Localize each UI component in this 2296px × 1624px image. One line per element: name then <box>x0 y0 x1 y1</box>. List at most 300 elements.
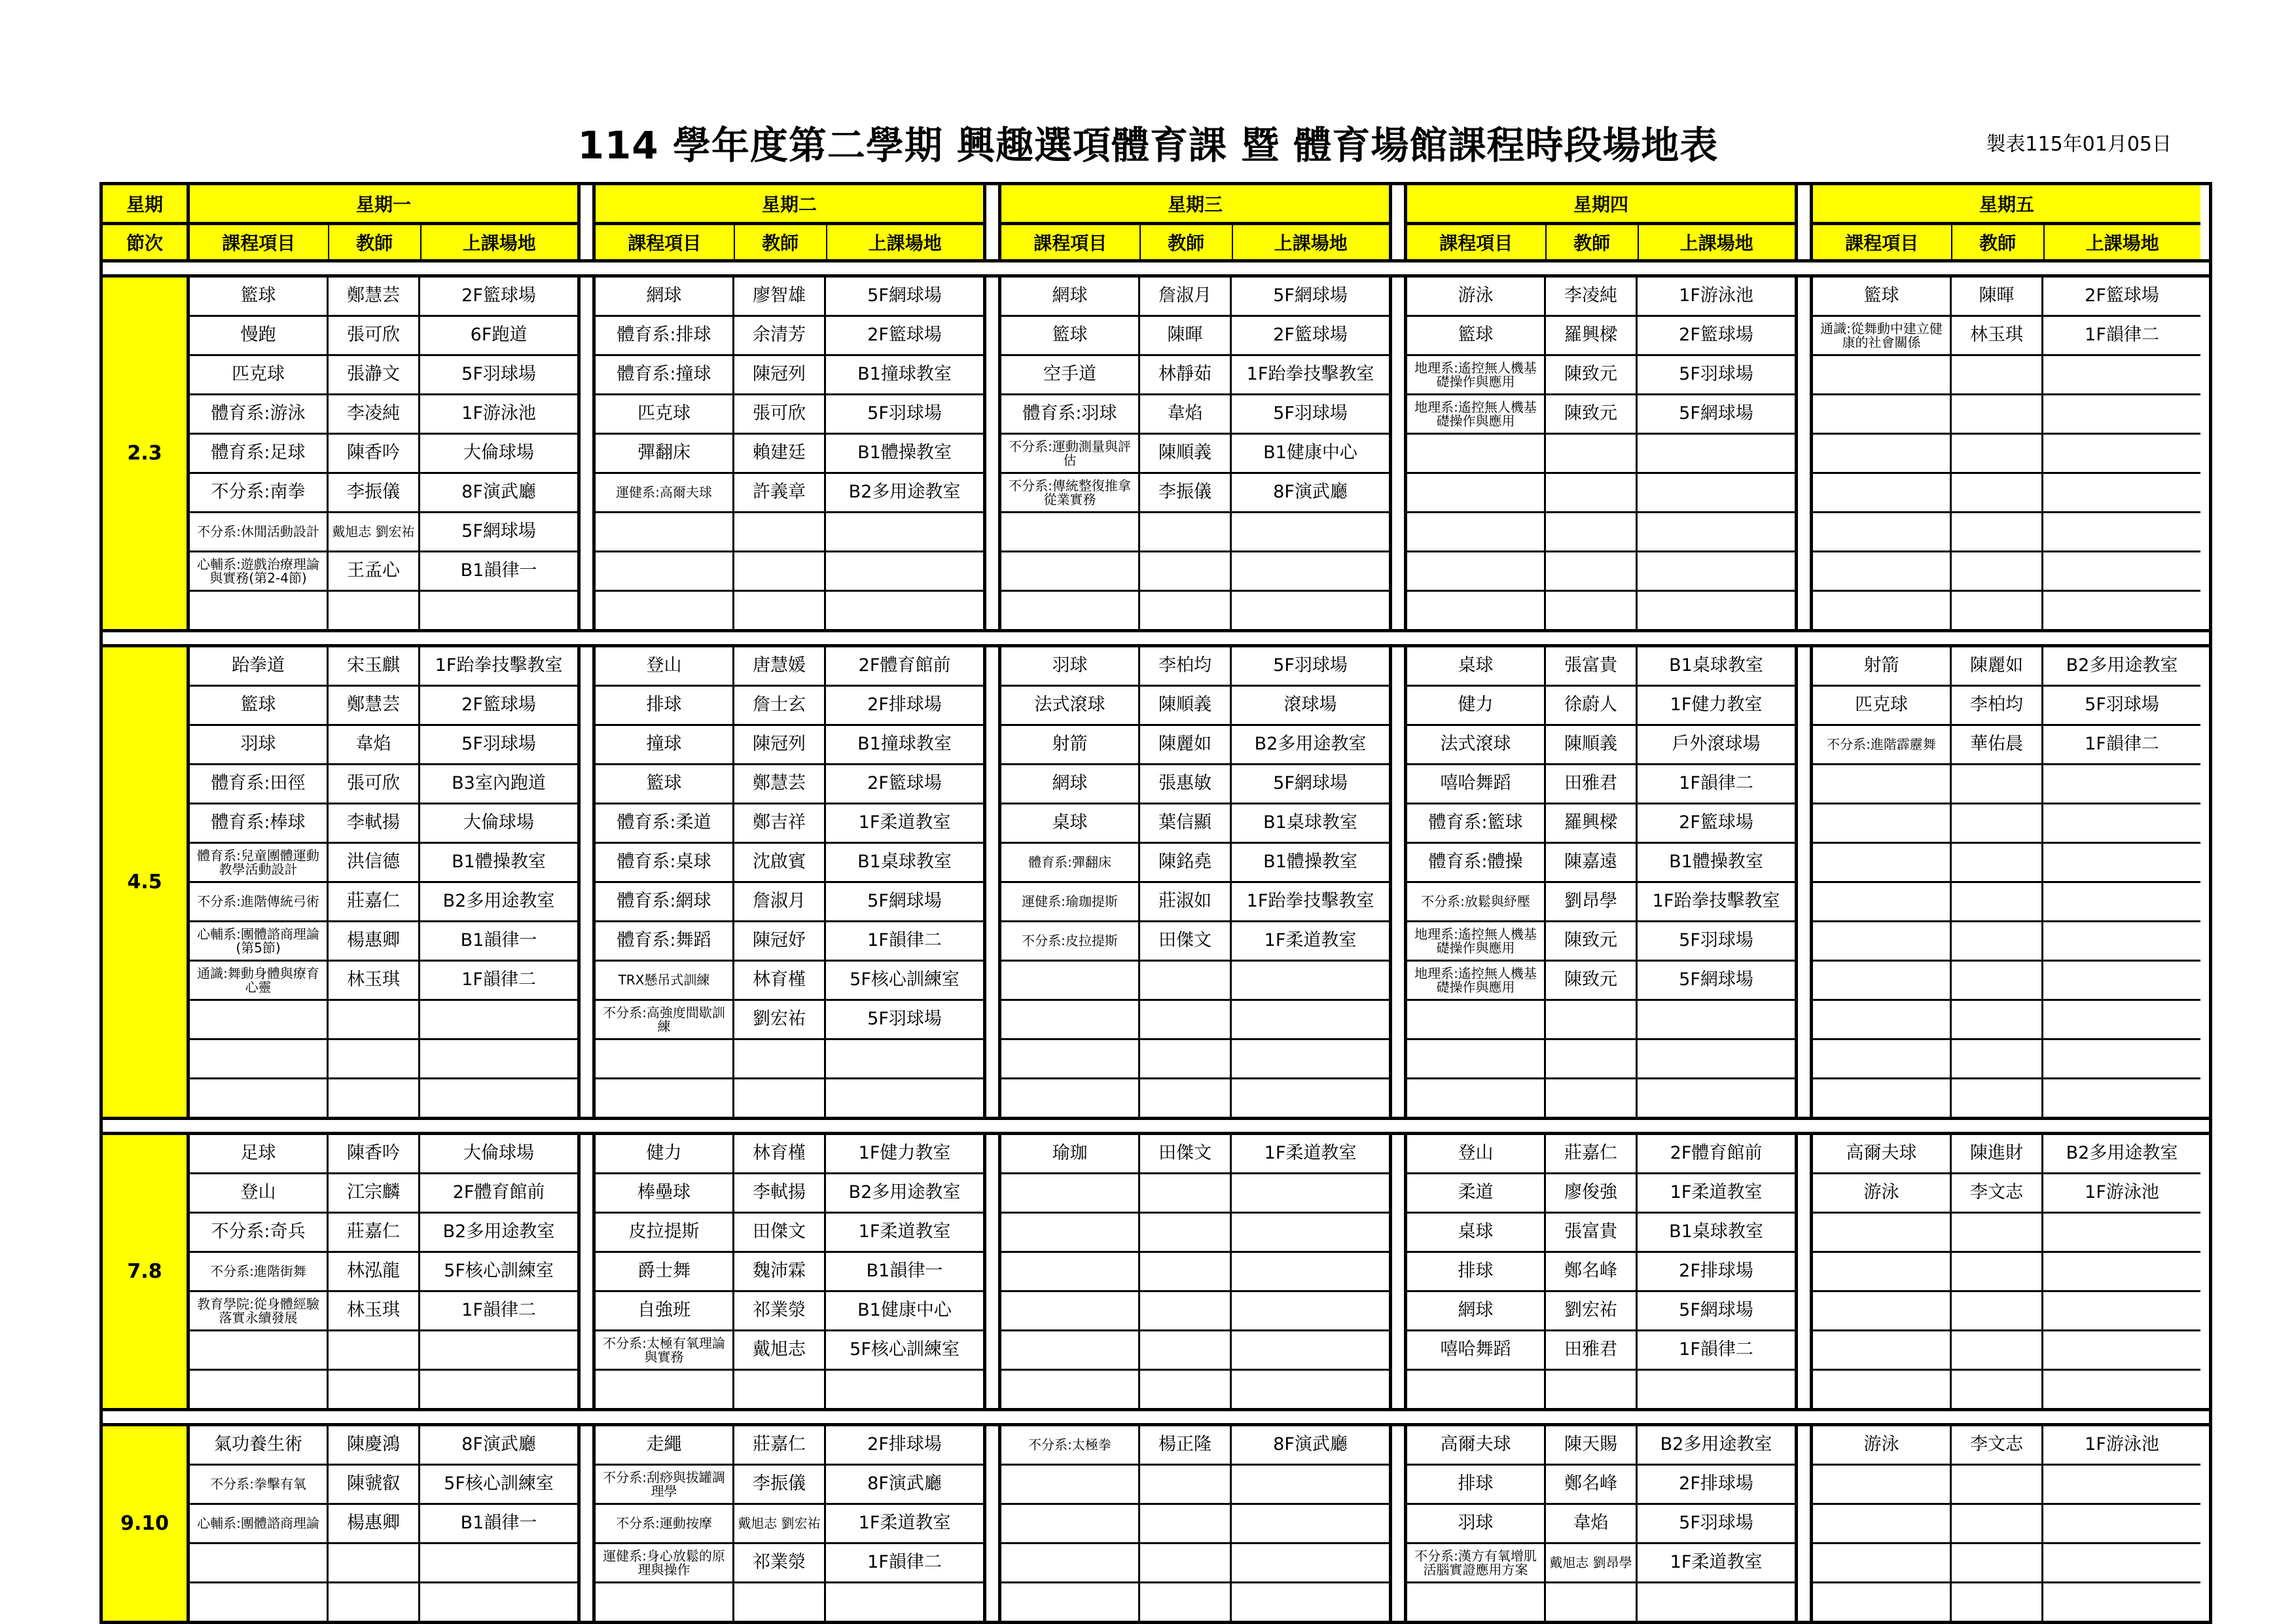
teacher-cell: 陳香吟 <box>329 435 420 472</box>
column-spacer <box>1392 278 1407 629</box>
course-cell: 匹克球 <box>1813 687 1952 724</box>
teacher-cell <box>1952 883 2043 920</box>
course-cell: 體育系:撞球 <box>596 356 734 393</box>
table-row <box>596 1001 983 1040</box>
teacher-cell: 魏沛霖 <box>734 1253 826 1290</box>
table-row <box>1001 395 1389 435</box>
teacher-cell: 楊惠卿 <box>329 1505 420 1542</box>
table-row <box>1407 883 1795 922</box>
period-label: 4.5 <box>103 647 190 1117</box>
teacher-cell: 陳銘堯 <box>1140 844 1232 881</box>
course-cell: 地理系:遙控無人機基礎操作與應用 <box>1407 962 1546 999</box>
column-headers <box>1813 225 2200 259</box>
course-cell: 籃球 <box>1813 278 1952 315</box>
course-cell: 體育系:足球 <box>190 435 329 472</box>
day-name: 星期三 <box>1001 185 1389 225</box>
venue-cell <box>1638 1040 1795 1077</box>
day-column-3 <box>1001 278 1392 629</box>
venue-cell <box>1232 1505 1389 1542</box>
table-row <box>190 1214 577 1253</box>
teacher-cell: 李凌純 <box>329 395 420 433</box>
teacher-cell <box>1140 1253 1232 1290</box>
column-header: 上課場地 <box>1679 232 1753 254</box>
venue-cell: 1F跆拳技擊教室 <box>1246 891 1374 912</box>
venue-cell: 1F跆拳技擊教室 <box>1652 891 1780 912</box>
teacher-cell <box>1140 1371 1232 1408</box>
course-cell: 籃球 <box>596 765 734 803</box>
column-spacer <box>986 1135 1001 1408</box>
teacher-cell <box>1952 1253 2043 1290</box>
venue-cell <box>420 1001 577 1038</box>
table-row <box>596 687 983 726</box>
table-row <box>190 962 577 1001</box>
course-cell: 跆拳道 <box>190 647 329 685</box>
venue-cell <box>2043 1253 2200 1290</box>
venue-cell: 2F籃球場 <box>461 695 536 715</box>
venue-cell: 1F柔道教室 <box>1264 1143 1357 1164</box>
table-row <box>596 1079 983 1117</box>
course-cell <box>1001 1214 1140 1251</box>
teacher-cell: 王孟心 <box>329 552 420 590</box>
table-row <box>1813 278 2200 317</box>
course-cell <box>596 552 734 590</box>
venue-cell: 5F羽球場 <box>1679 1513 1753 1534</box>
course-cell <box>190 592 329 629</box>
venue-cell: 2F體育館前 <box>858 655 951 676</box>
day-column-5 <box>1813 278 2200 629</box>
table-row <box>1001 474 1389 513</box>
teacher-cell: 陳冠列 <box>734 726 826 763</box>
course-cell: 籃球 <box>190 278 329 315</box>
teacher-cell <box>734 1371 826 1408</box>
venue-cell: 5F羽球場 <box>461 734 536 755</box>
teacher-cell <box>1140 1292 1232 1329</box>
course-cell <box>596 1371 734 1408</box>
course-cell <box>1001 1253 1140 1290</box>
venue-cell: 5F網球場 <box>1679 403 1753 424</box>
day-column-4 <box>1407 1426 1798 1621</box>
course-cell: 地理系:遙控無人機基礎操作與應用 <box>1407 356 1546 393</box>
teacher-cell: 楊正隆 <box>1140 1426 1232 1464</box>
course-cell <box>1407 552 1546 590</box>
teacher-cell: 鄭吉祥 <box>734 804 826 842</box>
venue-cell: 戶外滾球場 <box>1672 734 1761 755</box>
teacher-cell: 田傑文 <box>1140 922 1232 960</box>
table-row <box>1407 1214 1795 1253</box>
course-cell: 體育系:彈翻床 <box>1001 844 1140 881</box>
teacher-cell: 莊嘉仁 <box>329 1214 420 1251</box>
teacher-cell: 莊嘉仁 <box>734 1426 826 1464</box>
course-cell: 不分系:太極有氧理論與實務 <box>596 1331 734 1369</box>
venue-cell: 1F柔道教室 <box>1670 1182 1763 1203</box>
table-row <box>596 1544 983 1583</box>
venue-cell: 5F羽球場 <box>867 1009 942 1030</box>
course-cell: 心輔系:遊戲治療理論與實務(第2-4節) <box>190 552 329 590</box>
table-row <box>1407 726 1795 765</box>
table-row <box>190 1466 577 1505</box>
column-header: 上課場地 <box>462 232 536 254</box>
table-row <box>596 592 983 629</box>
venue-cell <box>2043 513 2200 550</box>
table-row <box>596 1135 983 1174</box>
venue-cell: 5F網球場 <box>1679 1300 1753 1321</box>
course-cell <box>1813 1079 1952 1117</box>
venue-cell: B1桌球教室 <box>1669 1221 1763 1242</box>
venue-cell: 2F排球場 <box>867 695 942 715</box>
teacher-cell: 韋焰 <box>329 726 420 763</box>
teacher-cell: 祁業滎 <box>734 1292 826 1329</box>
table-row <box>1001 962 1389 1001</box>
teacher-cell: 詹淑月 <box>1140 278 1232 315</box>
teacher-cell <box>329 592 420 629</box>
period-label: 9.10 <box>103 1426 190 1621</box>
teacher-cell: 賴建廷 <box>734 435 826 472</box>
venue-cell: 1F游泳池 <box>2085 1182 2159 1203</box>
venue-cell: B2多用途教室 <box>2066 655 2178 676</box>
column-headers <box>1001 225 1389 259</box>
course-cell: 羽球 <box>1001 647 1140 685</box>
table-row <box>1001 1505 1389 1544</box>
venue-cell <box>1638 1079 1795 1117</box>
table-row <box>190 1426 577 1466</box>
table-row <box>1407 1426 1795 1466</box>
table-row <box>1001 726 1389 765</box>
venue-cell: 8F演武廳 <box>1273 1434 1348 1455</box>
course-cell: 彈翻床 <box>596 435 734 472</box>
period-block-4.5 <box>103 647 2209 1117</box>
table-row <box>596 1371 983 1408</box>
teacher-cell: 陳順義 <box>1140 687 1232 724</box>
course-cell <box>1813 1544 1952 1581</box>
table-row <box>190 317 577 356</box>
course-cell: 體育系:羽球 <box>1001 395 1140 433</box>
venue-cell: B1體操教室 <box>857 442 952 463</box>
venue-cell <box>1638 552 1795 590</box>
course-cell <box>1813 883 1952 920</box>
table-row <box>596 1505 983 1544</box>
teacher-cell: 陳冠列 <box>734 356 826 393</box>
table-row <box>596 962 983 1001</box>
teacher-cell <box>1140 1001 1232 1038</box>
table-row <box>1813 1505 2200 1544</box>
course-cell <box>596 1040 734 1077</box>
table-row <box>1001 317 1389 356</box>
teacher-cell: 楊惠卿 <box>329 922 420 960</box>
course-cell: 運健系:身心放鬆的原理與操作 <box>596 1544 734 1581</box>
course-cell: 皮拉提斯 <box>596 1214 734 1251</box>
teacher-cell <box>1952 474 2043 511</box>
table-row <box>1407 647 1795 687</box>
day-column-1 <box>190 1135 581 1408</box>
day-column-2 <box>596 278 986 629</box>
table-row <box>1813 1466 2200 1505</box>
venue-cell: 1F跆拳技擊教室 <box>1246 364 1374 385</box>
course-cell: 射箭 <box>1001 726 1140 763</box>
course-cell <box>1001 962 1140 999</box>
column-spacer <box>1392 185 1407 259</box>
course-cell <box>1407 1001 1546 1038</box>
course-cell: 體育系:網球 <box>596 883 734 920</box>
course-cell: 高爾夫球 <box>1813 1135 1952 1172</box>
table-row <box>190 278 577 317</box>
table-row <box>596 1426 983 1466</box>
venue-cell <box>826 1040 983 1077</box>
venue-cell <box>420 1331 577 1369</box>
course-cell: 網球 <box>1001 765 1140 803</box>
column-spacer <box>1392 647 1407 1117</box>
course-cell: 籃球 <box>190 687 329 724</box>
block-separator <box>103 259 2209 278</box>
teacher-cell <box>329 1079 420 1117</box>
column-header: 課程項目 <box>1407 225 1547 259</box>
table-row <box>1001 435 1389 474</box>
made-date: 製表115年01月05日 <box>1986 133 2172 156</box>
venue-cell: B1體操教室 <box>452 852 546 873</box>
venue-cell: 5F羽球場 <box>1679 364 1753 385</box>
course-cell: 體育系:桌球 <box>596 844 734 881</box>
table-row <box>1813 552 2200 592</box>
table-row <box>1407 1253 1795 1292</box>
teacher-cell: 陳麗如 <box>1952 647 2043 685</box>
venue-cell: B1體操教室 <box>1669 852 1763 873</box>
teacher-cell <box>329 1583 420 1621</box>
table-row <box>1813 317 2200 356</box>
venue-cell: 8F演武廳 <box>1273 482 1348 503</box>
teacher-cell: 詹淑月 <box>734 883 826 920</box>
course-cell <box>1813 395 1952 433</box>
venue-cell <box>420 1544 577 1581</box>
teacher-cell <box>1140 1214 1232 1251</box>
venue-cell <box>1232 1040 1389 1077</box>
venue-cell: 1F韻律二 <box>867 1552 942 1573</box>
column-headers <box>596 225 983 259</box>
table-row <box>596 1292 983 1331</box>
teacher-cell <box>329 1544 420 1581</box>
venue-cell: 1F韻律二 <box>461 1300 536 1321</box>
venue-cell: 2F籃球場 <box>461 285 536 306</box>
course-cell <box>1813 922 1952 960</box>
course-cell <box>1813 804 1952 842</box>
venue-cell <box>826 1583 983 1621</box>
teacher-cell <box>1140 552 1232 590</box>
teacher-cell: 李凌純 <box>1546 278 1638 315</box>
period-block-9.10 <box>103 1426 2209 1621</box>
period-block-7.8 <box>103 1135 2209 1408</box>
table-row <box>1813 1135 2200 1174</box>
table-row <box>1813 474 2200 513</box>
column-header: 教師 <box>735 225 827 259</box>
course-cell: 登山 <box>1407 1135 1546 1172</box>
teacher-cell: 田雅君 <box>1546 1331 1638 1369</box>
course-cell: 不分系:皮拉提斯 <box>1001 922 1140 960</box>
teacher-cell: 祁業滎 <box>734 1544 826 1581</box>
teacher-cell: 林玉琪 <box>1952 317 2043 354</box>
teacher-cell <box>1952 513 2043 550</box>
course-cell <box>1813 1466 1952 1503</box>
course-cell <box>1813 1001 1952 1038</box>
teacher-cell <box>1952 356 2043 393</box>
course-cell <box>1813 1371 1952 1408</box>
table-row <box>596 552 983 592</box>
teacher-cell: 劉昂學 <box>1546 883 1638 920</box>
course-cell <box>1407 1079 1546 1117</box>
table-row <box>1407 844 1795 883</box>
teacher-cell: 莊嘉仁 <box>1546 1135 1638 1172</box>
course-cell: 法式滾球 <box>1001 687 1140 724</box>
table-row <box>1813 356 2200 395</box>
course-cell: 棒壘球 <box>596 1174 734 1212</box>
teacher-cell <box>1952 592 2043 629</box>
venue-cell <box>1638 435 1795 472</box>
day-header-2 <box>596 185 986 259</box>
teacher-cell: 李柏均 <box>1952 687 2043 724</box>
course-cell: 體育系:籃球 <box>1407 804 1546 842</box>
day-column-3 <box>1001 647 1392 1117</box>
table-row <box>1813 804 2200 844</box>
period-label: 2.3 <box>103 278 190 629</box>
course-cell: 不分系:刮痧與拔罐調理學 <box>596 1466 734 1503</box>
venue-cell <box>1232 1079 1389 1117</box>
teacher-cell <box>1952 1214 2043 1251</box>
teacher-cell <box>1546 1079 1638 1117</box>
venue-cell <box>1232 1583 1389 1621</box>
teacher-cell: 陳順義 <box>1546 726 1638 763</box>
table-row <box>1001 804 1389 844</box>
course-cell <box>1001 1292 1140 1329</box>
teacher-cell: 徐蔚人 <box>1546 687 1638 724</box>
table-row <box>190 1174 577 1214</box>
course-cell: 射箭 <box>1813 647 1952 685</box>
venue-cell: 2F籃球場 <box>1679 812 1753 833</box>
venue-cell: 1F健力教室 <box>1670 695 1763 715</box>
venue-cell: 5F羽球場 <box>1679 930 1753 951</box>
table-row <box>190 687 577 726</box>
venue-cell: 1F柔道教室 <box>1264 930 1357 951</box>
teacher-cell: 陳天賜 <box>1546 1426 1638 1464</box>
course-cell: 體育系:柔道 <box>596 804 734 842</box>
teacher-cell <box>1952 552 2043 590</box>
teacher-cell <box>1952 1040 2043 1077</box>
venue-cell <box>2043 962 2200 999</box>
course-cell <box>1407 435 1546 472</box>
course-cell: 撞球 <box>596 726 734 763</box>
table-row <box>596 804 983 844</box>
venue-cell: 5F羽球場 <box>2085 695 2159 715</box>
table-row <box>190 435 577 474</box>
teacher-cell <box>1952 1001 2043 1038</box>
teacher-cell <box>1546 592 1638 629</box>
table-row <box>1001 1292 1389 1331</box>
course-cell <box>1001 552 1140 590</box>
day-column-5 <box>1813 647 2200 1117</box>
course-cell <box>190 1001 329 1038</box>
teacher-cell <box>734 1040 826 1077</box>
course-cell: 柔道 <box>1407 1174 1546 1212</box>
day-name: 星期二 <box>596 185 983 225</box>
course-cell <box>1001 513 1140 550</box>
table-row <box>1813 1583 2200 1621</box>
teacher-cell: 李振儀 <box>734 1466 826 1503</box>
course-cell <box>596 1079 734 1117</box>
course-cell: 不分系:進階街舞 <box>190 1253 329 1290</box>
teacher-cell <box>1140 1544 1232 1581</box>
venue-cell: B3室內跑道 <box>452 773 546 794</box>
venue-cell <box>1232 1253 1389 1290</box>
course-cell: 游泳 <box>1813 1174 1952 1212</box>
venue-cell: 1F韻律二 <box>2085 325 2159 346</box>
teacher-cell: 洪信德 <box>329 844 420 881</box>
venue-cell <box>1638 1583 1795 1621</box>
table-row <box>1407 1292 1795 1331</box>
teacher-cell: 羅興樑 <box>1546 317 1638 354</box>
teacher-cell <box>1140 1583 1232 1621</box>
day-column-2 <box>596 1426 986 1621</box>
table-row <box>1407 513 1795 552</box>
venue-cell: B2多用途教室 <box>848 1182 961 1203</box>
table-row <box>596 474 983 513</box>
table-row <box>1001 1466 1389 1505</box>
table-row <box>1407 592 1795 629</box>
table-row <box>1813 962 2200 1001</box>
table-row <box>1407 1040 1795 1079</box>
course-cell <box>1001 1505 1140 1542</box>
table-row <box>1813 844 2200 883</box>
teacher-cell <box>1952 395 2043 433</box>
course-cell <box>1407 474 1546 511</box>
venue-cell: B2多用途教室 <box>1254 734 1367 755</box>
course-cell: 不分系:太極拳 <box>1001 1426 1140 1464</box>
course-cell <box>1001 1583 1140 1621</box>
course-cell: 足球 <box>190 1135 329 1172</box>
column-spacer <box>581 647 596 1117</box>
table-row <box>1001 513 1389 552</box>
course-cell: 不分系:南拳 <box>190 474 329 511</box>
teacher-cell <box>1546 513 1638 550</box>
venue-cell <box>2043 356 2200 393</box>
column-spacer <box>581 278 596 629</box>
day-name: 星期四 <box>1407 185 1795 225</box>
table-row <box>1407 1466 1795 1505</box>
course-cell: 體育系:排球 <box>596 317 734 354</box>
table-row <box>1001 552 1389 592</box>
course-cell: 體育系:兒童團體運動教學活動設計 <box>190 844 329 881</box>
venue-cell: 8F演武廳 <box>867 1473 942 1494</box>
venue-cell: 5F羽球場 <box>1273 655 1348 676</box>
table-row <box>190 513 577 552</box>
course-cell: 健力 <box>596 1135 734 1172</box>
teacher-cell: 許義章 <box>734 474 826 511</box>
venue-cell <box>826 1371 983 1408</box>
course-cell <box>1001 592 1140 629</box>
teacher-cell <box>734 1079 826 1117</box>
venue-cell: 2F籃球場 <box>1679 325 1753 346</box>
venue-cell: 2F排球場 <box>1679 1473 1753 1494</box>
course-cell: 心輔系:團體諮商理論(第5節) <box>190 922 329 960</box>
column-spacer <box>1798 1135 1813 1408</box>
course-cell: 桌球 <box>1001 804 1140 842</box>
teacher-cell <box>1140 1079 1232 1117</box>
course-cell: 匹克球 <box>596 395 734 433</box>
venue-cell: 2F籃球場 <box>2085 285 2159 306</box>
venue-cell: 1F韻律二 <box>867 930 942 951</box>
course-cell <box>1813 513 1952 550</box>
venue-cell <box>1638 592 1795 629</box>
column-spacer <box>581 1426 596 1621</box>
table-row <box>1001 1135 1389 1174</box>
teacher-cell: 陳順義 <box>1140 435 1232 472</box>
venue-cell <box>2043 435 2200 472</box>
course-cell <box>1813 474 1952 511</box>
